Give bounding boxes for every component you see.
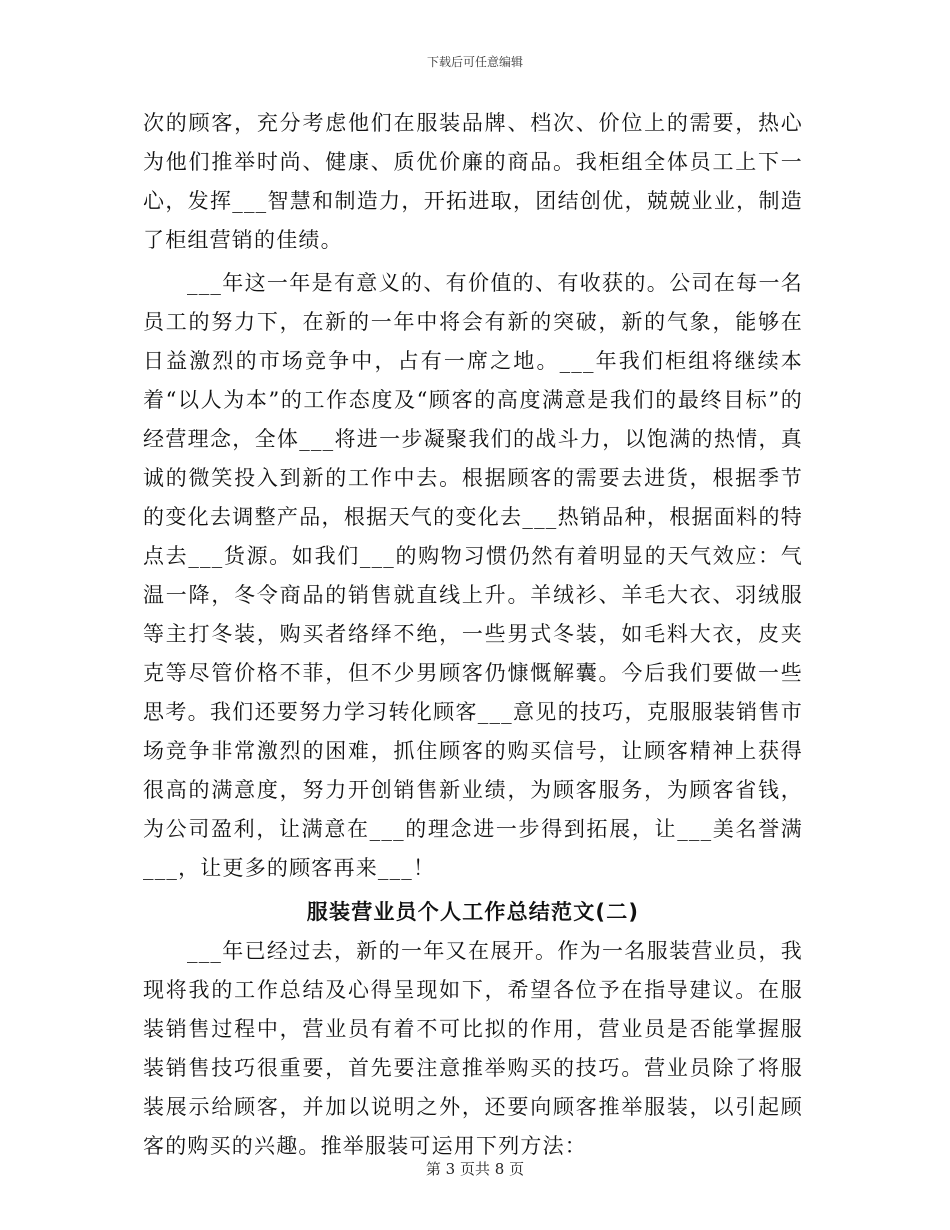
document-body bbox=[143, 104, 803, 1170]
paragraph-summary-intro: ___年已经过去，新的一年又在展开。作为一名服装营业员，我现将我的工作总结及心得呈现如下，希望各位予在指导建议。在服装销售过程中，营业员有着不可比拟的作用，营业员是否能掌握服装销售技巧很重要，首先要注意推举购买的技巧。营业员除了将服装展示给顾客，并加以说明之外，还要向顾客推举服装，以引起顾客的购买的兴趣。推举服装可运用下列方法： bbox=[143, 939, 803, 1158]
page-number: 第 3 页共 8 页 bbox=[425, 1160, 525, 1178]
page-header-note: 下载后可任意编辑 bbox=[426, 55, 523, 69]
section-title: 服装营业员个人工作总结范文(二) bbox=[306, 900, 640, 924]
paragraph-year-review: ___年这一年是有意义的、有价值的、有收获的。公司在每一名员工的努力下，在新的一年中将会有新的突破，新的气象，能够在日益激烈的市场竞争中，占有一席之地。___年我们柜组将继续本着“以人为本”的工作态度及“顾客的高度满意是我们的最终目标”的经营理念，全体___将进一步凝聚我们的战斗力，以饱满的热情，真诚的微笑投入到新的工作中去。根据顾客的需要去进货，根据季节的变化去调整产品，根据天气的变化去___热销品种，根据面料的特点去___货源。如我们___的购物习惯仍然有着明显的天气效应：气温一降，冬令商品的销售就直线上升。羊绒衫、羊毛大衣、羽绒服等主打冬装，购买者络绎不绝，一些男式冬装，如毛料大衣，皮夹克等尽管价格不菲，但不少男顾客仍慷慨解囊。今后我们要做一些思考。我们还要努力学习转化顾客___意见的技巧，克服服装销售市场竞争非常激烈的困难，抓住顾客的购买信号，让顾客精神上获得很高的满意度，努力开创销售新业绩，为顾客服务，为顾客省钱，为公司盈利，让满意在___的理念进一步得到拓展，让___美名誉满___，让更多的顾客再来___！ bbox=[143, 271, 803, 880]
paragraph-continuation: 次的顾客，充分考虑他们在服装品牌、档次、价位上的需要，热心为他们推举时尚、健康、质优价廉的商品。我柜组全体员工上下一心，发挥___智慧和制造力，开拓进取，团结创优，兢兢业业，制造了柜组营销的佳绩。 bbox=[143, 111, 803, 252]
